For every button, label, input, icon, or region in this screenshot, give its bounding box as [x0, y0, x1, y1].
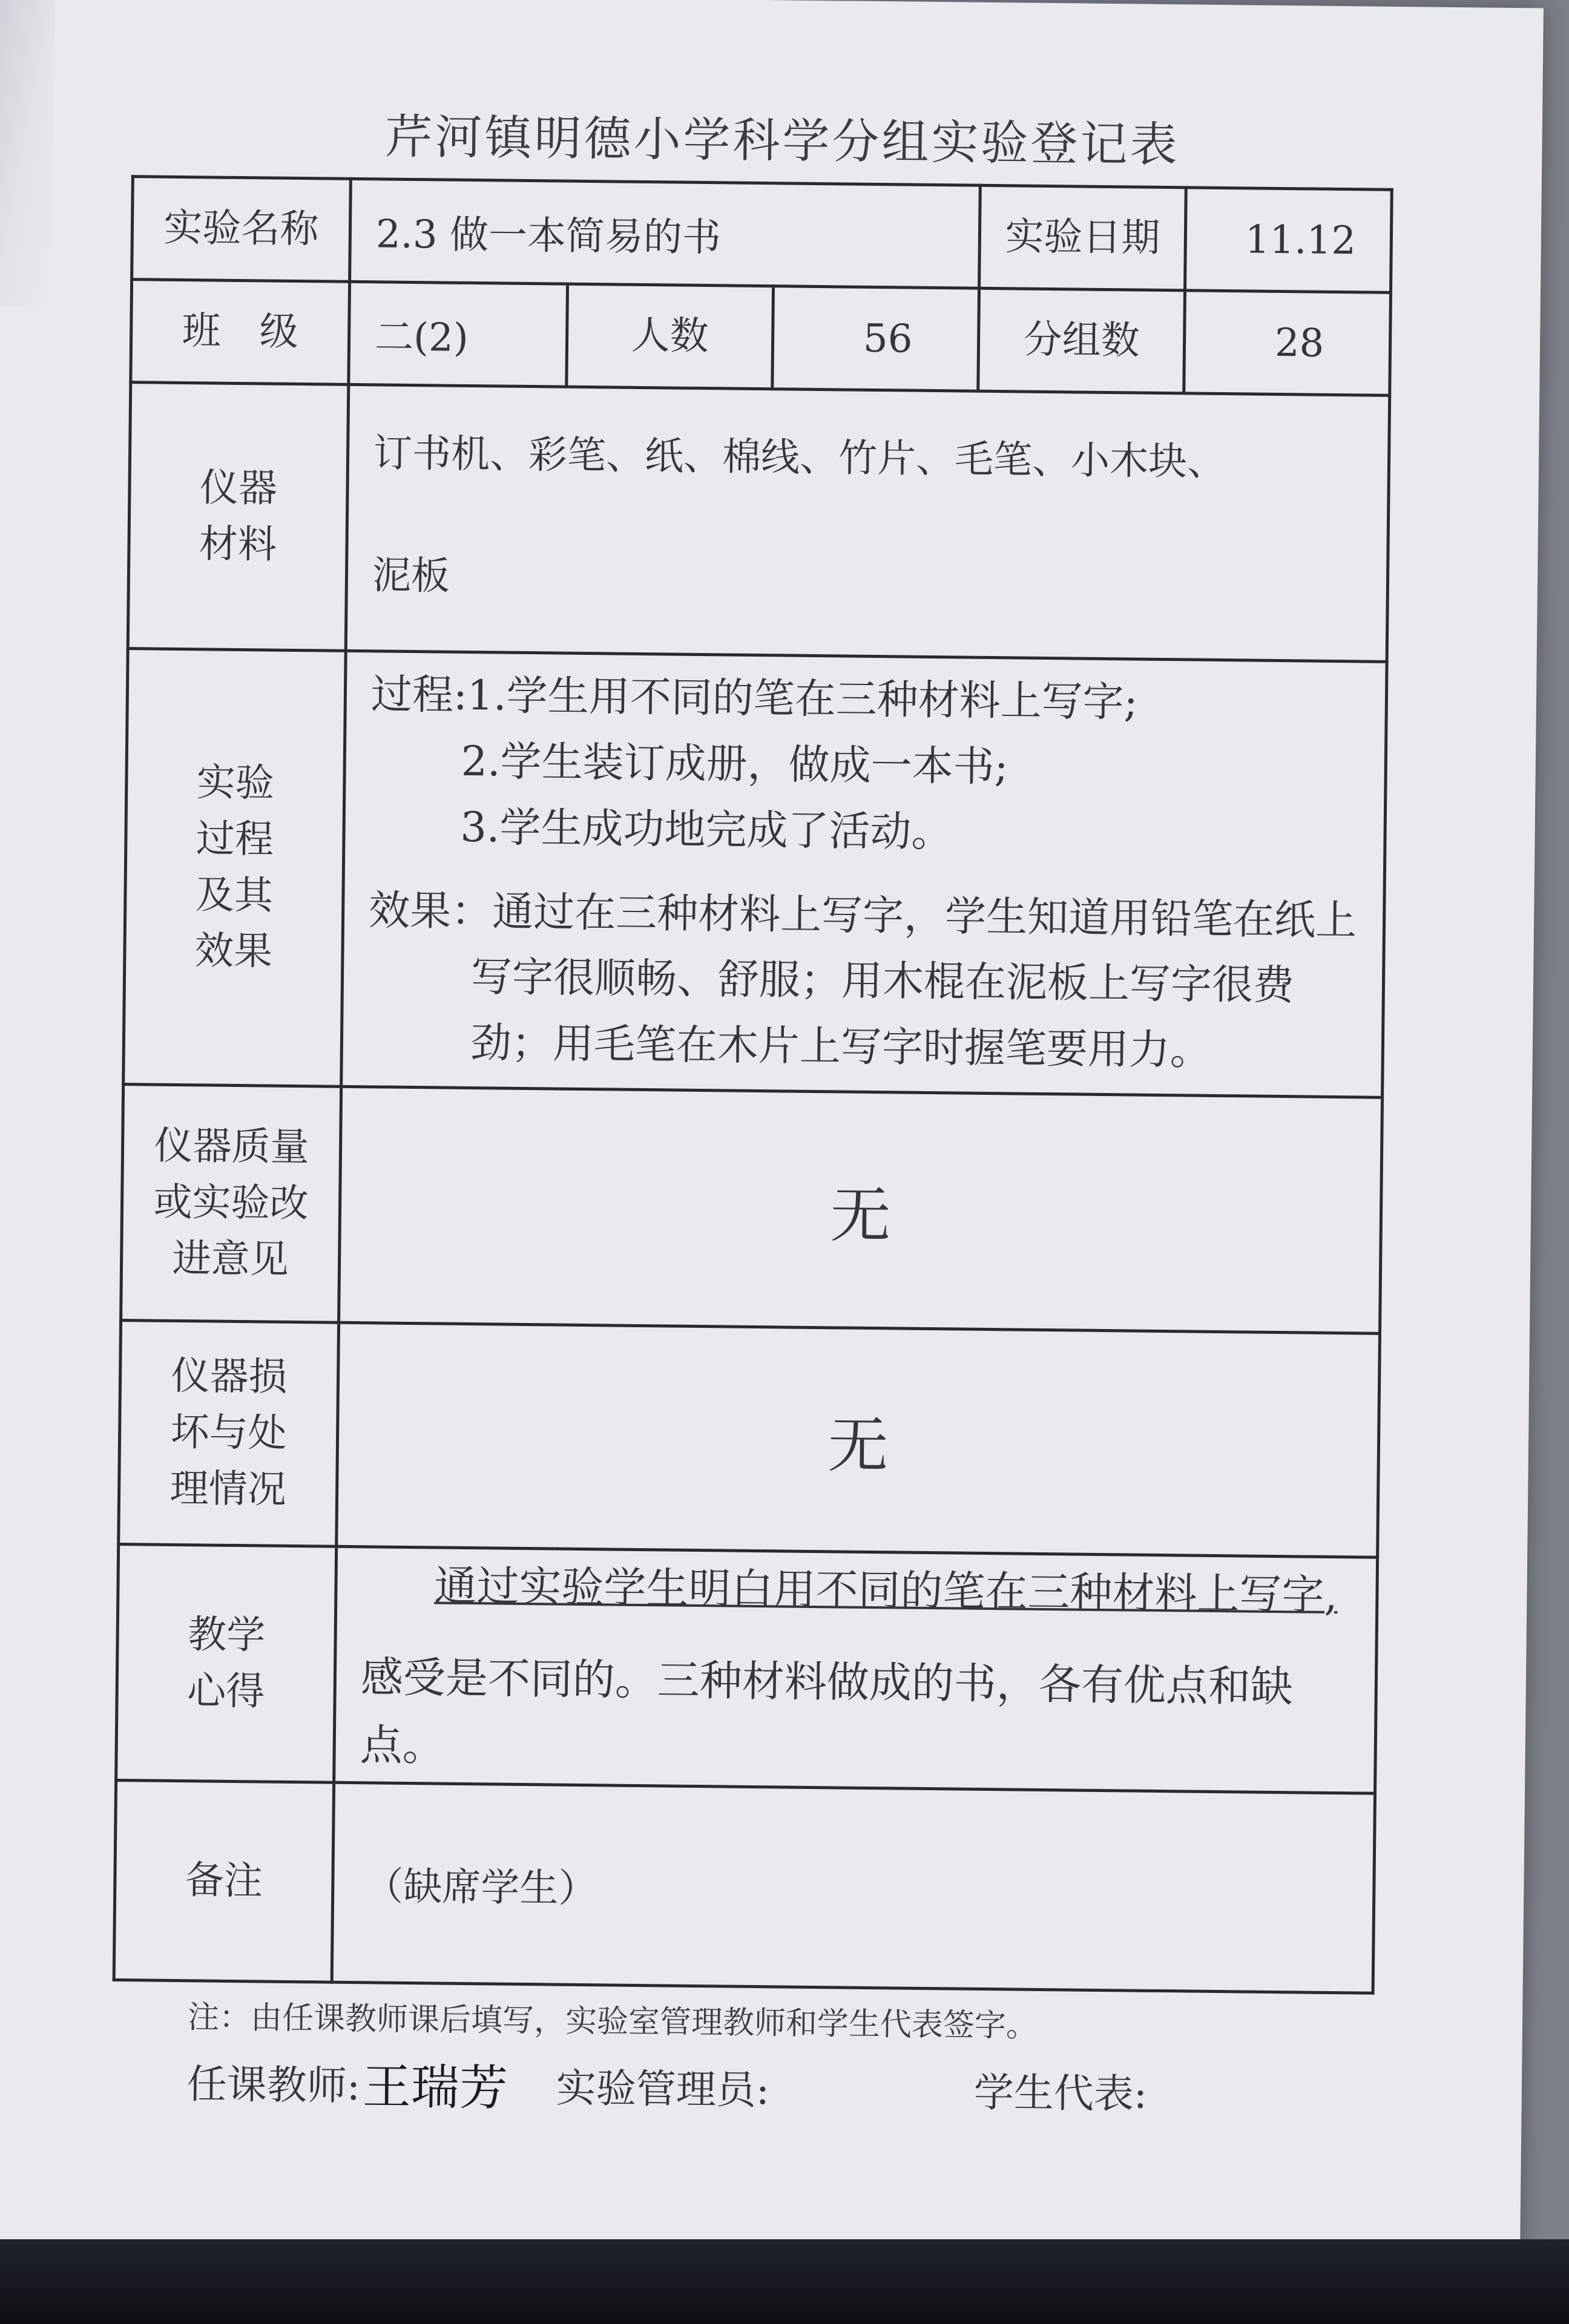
process-line-1: 过程:1.学生用不同的笔在三种材料上写字;	[370, 671, 1138, 727]
group-count-label: 分组数	[978, 288, 1185, 393]
materials-label	[128, 382, 349, 651]
row-experiment-name	[132, 177, 1392, 293]
process-value	[341, 651, 1387, 1097]
reflection-label-text: 教学心得	[186, 1612, 266, 1715]
reflection-label	[116, 1544, 337, 1782]
damage-value: 无	[337, 1322, 1380, 1557]
form-title: 芹河镇明德小学科学分组实验登记表	[385, 110, 1180, 173]
row-class-info	[131, 280, 1391, 396]
row-materials	[128, 382, 1390, 662]
process-label	[123, 649, 346, 1087]
materials-line-1: 订书机、彩笔、纸、棉线、竹片、毛笔、小木块、	[373, 431, 1226, 485]
reflection-value	[334, 1546, 1378, 1793]
process-line-4: 效果：通过在三种材料上写字，学生知道用铅笔在纸上	[368, 886, 1357, 945]
teacher-signature-label: 任课教师:	[186, 2061, 361, 2110]
row-remarks	[114, 1780, 1375, 1993]
materials-line-2: 泥板	[372, 553, 450, 600]
damage-label-text: 仪器损坏与处理情况	[169, 1354, 288, 1512]
quality-value: 无	[339, 1086, 1383, 1333]
process-line-6: 劲；用毛笔在木片上写字时握笔要用力。	[470, 1019, 1212, 1075]
process-label-text: 实验过程及其效果	[194, 760, 275, 974]
quality-label-text: 仪器质量或实验改进意见	[153, 1123, 309, 1282]
reflection-line-2: 感受是不同的。三种材料做成的书，各有优点和缺点。	[360, 1652, 1294, 1771]
materials-value	[346, 384, 1390, 661]
remarks-value: （缺席学生）	[332, 1782, 1375, 1993]
form-footnote: 注：由任课教师课后填写，实验室管理教师和学生代表签字。	[187, 1999, 1038, 2044]
teacher-signature: 王瑞芳	[362, 2058, 508, 2116]
experiment-name-label: 实验名称	[132, 177, 351, 282]
row-damage	[119, 1321, 1380, 1558]
quality-label	[121, 1085, 341, 1323]
people-count-value: 56	[772, 286, 979, 392]
process-line-3: 3.学生成功地完成了活动。	[460, 803, 953, 857]
signature-row	[186, 2052, 1337, 2124]
experiment-date-label: 实验日期	[979, 185, 1186, 290]
class-value: 二(2)	[349, 281, 568, 387]
row-quality	[121, 1085, 1383, 1334]
row-process	[123, 649, 1387, 1098]
people-count-label: 人数	[567, 284, 774, 389]
class-label: 班 级	[131, 280, 350, 385]
process-line-5: 写字很顺畅、舒服；用木棍在泥板上写字很费	[470, 953, 1295, 1010]
experiment-date-value: 11.12	[1185, 188, 1392, 293]
group-count-value: 28	[1184, 290, 1391, 396]
damage-label	[119, 1321, 339, 1547]
background-fabric	[0, 2239, 1569, 2324]
materials-label-text: 仪器材料	[199, 465, 278, 568]
row-reflection	[116, 1544, 1378, 1793]
experiment-registration-table	[113, 175, 1393, 1995]
reflection-line-1: 通过实验学生明白用不同的笔在三种材料上写字,	[434, 1560, 1338, 1620]
experiment-name-value: 2.3 做一本简易的书	[350, 179, 981, 288]
remarks-label: 备注	[114, 1780, 334, 1982]
lab-admin-label: 实验管理员:	[556, 2064, 770, 2114]
process-line-2: 2.学生装订成册，做成一本书;	[461, 737, 1008, 792]
student-rep-label: 学生代表:	[973, 2069, 1148, 2118]
